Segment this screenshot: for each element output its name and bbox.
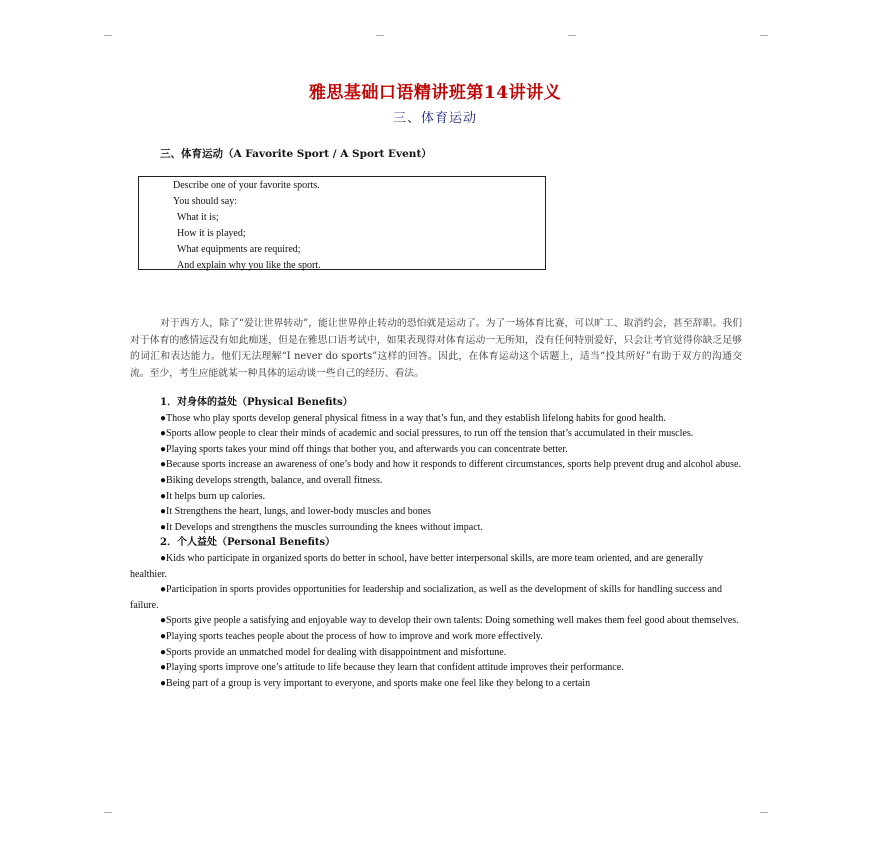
- list-item: ●Because sports increase an awareness of one’s body and how it responds to different circumstances, sports help prevent drug and alcohol abuse.: [160, 459, 741, 471]
- list-item: ●Kids who participate in organized sports do better in school, have better interpersonal skills, are more team oriented, and are generally healthier.: [130, 552, 704, 580]
- corner-mark: [376, 35, 384, 36]
- intro-paragraph: 对于西方人，除了“爱让世界转动”，能让世界停止转动的恐怕就是运动了。为了一场体育比赛，可以旷工、取消约会，甚至辞职。我们对于体育的感情远没有如此痴迷，但是在雅思口语考试中，如果表现得对体育运动一无所知，没有任何特别爱好，只会让考官觉得你缺乏足够的词汇和表达能力。他们无法理解“I never do sports”这样的回答。因此，在体育运动这个话题上，适当“投其所好”有助于双方的沟通交流。至少，考生应能就某一种具体的运动谈一些自己的经历、看法。: [130, 318, 742, 379]
- list-item: ●Playing sports takes your mind off things that bother you, and afterwards you can concentrate better.: [160, 443, 568, 455]
- task-line: And explain why you like the sport.: [177, 260, 321, 271]
- task-line: You should say:: [173, 196, 237, 207]
- list-item: ●Sports allow people to clear their minds of academic and social pressures, to run off the tension that’s accumulated in their muscles.: [160, 428, 694, 440]
- task-line: What it is;: [177, 212, 219, 223]
- list-item: ●Being part of a group is very important to everyone, and sports make one feel like they belong to a certain: [160, 677, 591, 689]
- list-item: ●It Develops and strengthens the muscles surrounding the knees without impact.: [160, 521, 483, 533]
- page-title: 雅思基础口语精讲班第14讲讲义: [308, 83, 562, 103]
- corner-mark: [104, 812, 112, 813]
- corner-mark: [568, 35, 576, 36]
- corner-mark: [104, 35, 112, 36]
- corner-mark: [760, 812, 768, 813]
- task-line: How it is played;: [177, 228, 246, 239]
- personal-benefits-heading: 2．个人益处（Personal Benefits）: [160, 537, 336, 549]
- list-item: ●Playing sports improve one’s attitude to life because they learn that confident attitude improves their performance.: [160, 662, 624, 674]
- list-item: ●Biking develops strength, balance, and overall fitness.: [160, 474, 383, 486]
- task-card: [138, 176, 546, 270]
- section-heading: 三、体育运动（A Favorite Sport / A Sport Event）: [160, 148, 432, 160]
- list-item: ●Those who play sports develop general physical fitness in a way that’s fun, and they establish lifelong habits for good health.: [160, 412, 666, 424]
- task-line: Describe one of your favorite sports.: [173, 180, 320, 191]
- list-item: ●Sports give people a satisfying and enjoyable way to develop their own talents: Doing something well makes them feel good about themselves.: [160, 615, 739, 627]
- physical-benefits-heading: 1．对身体的益处（Physical Benefits）: [160, 397, 353, 408]
- list-item: ●Playing sports teaches people about the process of how to improve and work more effectively.: [160, 630, 543, 642]
- list-item: ●Sports provide an unmatched model for dealing with disappointment and misfortune.: [160, 646, 507, 658]
- benefits-list: [130, 395, 742, 691]
- page-subtitle: 三、体育运动: [392, 111, 477, 126]
- task-line: What equipments are required;: [177, 244, 301, 255]
- corner-mark: [760, 35, 768, 36]
- list-item: ●It helps burn up calories.: [160, 490, 266, 502]
- list-item: ●Participation in sports provides opportunities for leadership and socialization, as well as the development of skills for handling success and failure.: [130, 584, 723, 611]
- list-item: ●It Strengthens the heart, lungs, and lower-body muscles and bones: [160, 506, 432, 518]
